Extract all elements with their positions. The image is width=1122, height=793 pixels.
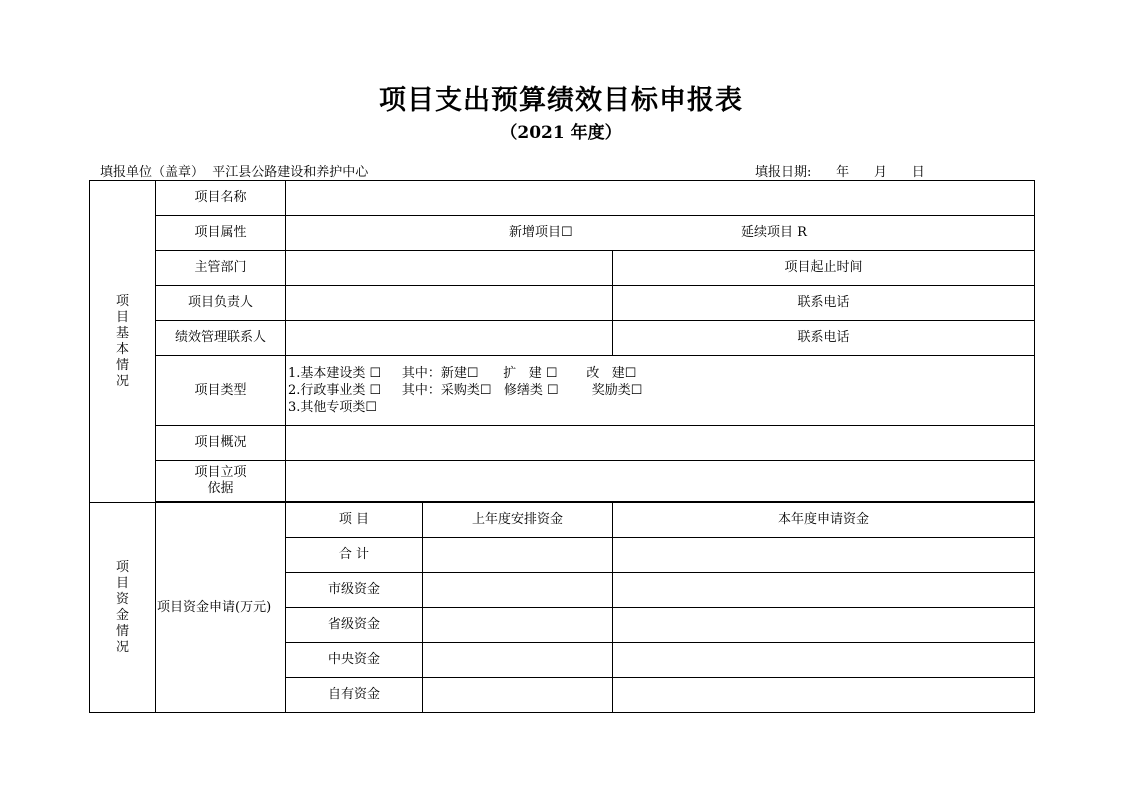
row-project-basis [90, 461, 1035, 502]
funds-row-label: 中央资金 [286, 643, 423, 678]
contact-phone-label: 联系电话 [613, 321, 1035, 356]
basis-label: 项目立项 依据 [156, 461, 286, 502]
type-option-line-1[interactable]: 1.基本建设类 ☐ 其中：新建☐ 扩 建 ☐ 改 建☐ [288, 366, 637, 381]
project-attribute-field [286, 216, 1035, 251]
row-project-name [90, 181, 1035, 216]
funds-row-label: 自有资金 [286, 678, 423, 713]
funds-last-year-cell[interactable] [423, 678, 613, 713]
reporting-date: 填报日期: 年 月 日 [755, 165, 925, 180]
funds-last-year-cell[interactable] [423, 538, 613, 573]
reporting-unit: 填报单位（盖章） 平江县公路建设和养护中心 [100, 165, 369, 180]
contact-label: 绩效管理联系人 [156, 321, 286, 356]
funds-apply-label: 项目资金申请(万元) [156, 503, 286, 713]
period-label: 项目起止时间 [613, 251, 1035, 286]
funds-row-label: 市级资金 [286, 573, 423, 608]
funds-this-year-cell[interactable] [613, 573, 1035, 608]
section-basic-info: 项 目 基 本 情 况 [90, 181, 156, 503]
continuing-project-checkbox[interactable]: 延续项目 R [741, 225, 807, 240]
leader-label: 项目负责人 [156, 286, 286, 321]
row-department [90, 251, 1035, 286]
project-type-label: 项目类型 [156, 356, 286, 426]
project-type-options [286, 356, 1035, 426]
col-header-this-year: 本年度申请资金 [613, 503, 1035, 538]
row-performance-contact [90, 321, 1035, 356]
funds-this-year-cell[interactable] [613, 608, 1035, 643]
funds-last-year-cell[interactable] [423, 573, 613, 608]
leader-phone-label: 联系电话 [613, 286, 1035, 321]
section-funds-info: 项 目 资 金 情 况 [90, 503, 156, 713]
row-project-type [90, 356, 1035, 426]
budget-form-table [89, 180, 1035, 713]
row-project-overview [90, 426, 1035, 461]
department-field[interactable] [286, 251, 613, 286]
form-year: （2021 年度） [500, 123, 622, 143]
funds-this-year-cell[interactable] [613, 643, 1035, 678]
funds-last-year-cell[interactable] [423, 643, 613, 678]
project-name-field[interactable] [286, 181, 1035, 216]
row-project-attribute [90, 216, 1035, 251]
form-title: 项目支出预算绩效目标申报表 [379, 85, 743, 116]
col-header-item: 项 目 [286, 503, 423, 538]
project-attribute-label: 项目属性 [156, 216, 286, 251]
row-project-leader [90, 286, 1035, 321]
overview-label: 项目概况 [156, 426, 286, 461]
col-header-last-year: 上年度安排资金 [423, 503, 613, 538]
basis-field[interactable] [286, 461, 1035, 502]
funds-row-label: 省级资金 [286, 608, 423, 643]
type-option-line-2[interactable]: 2.行政事业类 ☐ 其中：采购类☐ 修缮类 ☐ 奖励类☐ [288, 383, 643, 398]
funds-row-label: 合 计 [286, 538, 423, 573]
funds-this-year-cell[interactable] [613, 678, 1035, 713]
funds-last-year-cell[interactable] [423, 608, 613, 643]
funds-this-year-cell[interactable] [613, 538, 1035, 573]
type-option-line-3[interactable]: 3.其他专项类☐ [288, 400, 378, 415]
leader-field[interactable] [286, 286, 613, 321]
project-name-label: 项目名称 [156, 181, 286, 216]
contact-field[interactable] [286, 321, 613, 356]
new-project-checkbox[interactable]: 新增项目☐ [509, 225, 573, 240]
overview-field[interactable] [286, 426, 1035, 461]
department-label: 主管部门 [156, 251, 286, 286]
row-funds-header [90, 503, 1035, 538]
